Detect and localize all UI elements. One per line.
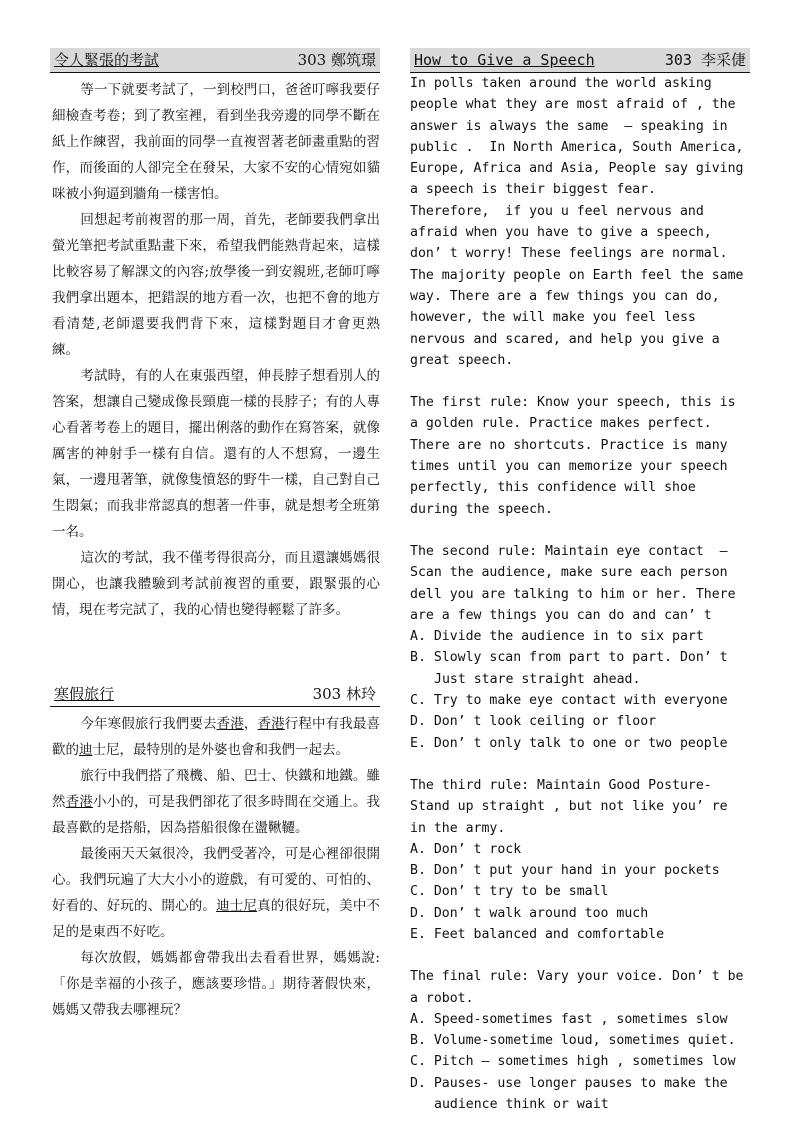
list-item: D. Don’ t walk around too much — [410, 905, 649, 921]
article-winter-trip-header — [50, 682, 380, 707]
paragraph: 今年寒假旅行我們要去香港，香港行程中有我最喜歡的迪士尼，最特別的是外婆也會和我們一起去。 — [52, 716, 381, 758]
paragraph: 回想起考前複習的那一周，首先，老師要我們拿出螢光筆把考試重點畫下來，希望我們能熟背起來，這樣比較容易了解課文的內容;放學後一到安親班,老師叮嚀我們拿出題本，把錯誤的地方看一次，也把不會的地方看清楚,老師還要我們背下來，這樣對題目才會更熟練。 — [52, 212, 380, 358]
article-winter-trip-body — [50, 711, 380, 1023]
list-item: E. Feet balanced and comfortable — [410, 926, 665, 942]
paragraph: 旅行中我們搭了飛機、船、巴士、快鐵和地鐵。雖然香港小小的，可是我們卻花了很多時間在交通上。我最喜歡的是搭船，因為搭船很像在盪鞦韆。 — [52, 768, 381, 836]
article-exam-author: 303 鄭筑璟 — [297, 51, 376, 69]
paragraph: 最後兩天天氣很冷，我們受著冷，可是心裡卻很開心。我們玩遍了大大小小的遊戲，有可愛的、可怕的、好看的、好玩的、開心的。迪士尼真的很好玩，美中不足的是東西不好吃。 — [52, 846, 381, 940]
place-name: 香港 — [216, 716, 244, 732]
list-item: D. Don’ t look ceiling or floor — [410, 714, 657, 730]
list-item: A. Don’ t rock — [410, 841, 522, 857]
article-exam-body — [50, 77, 380, 623]
list-item: B. Volume-sometime loud, sometimes quiet. — [410, 1033, 736, 1049]
article-speech-author: 303 李采倢 — [664, 51, 746, 69]
paragraph: 等一下就要考試了，一到校門口，爸爸叮嚀我要仔細檢查考卷；到了教室裡，看到坐我旁邊的同學不斷在紙上作練習，我前面的同學一直複習著老師畫重點的習作，而後面的人卻完全在發呆，大家不安的心情宛如貓咪被小狗逼到牆角一樣害怕。 — [52, 82, 380, 202]
rule-second: The second rule: Maintain eye contact – Scan the audience, make sure each person dell you are talking to him or her. There are a few things you can do and can’ t — [410, 543, 744, 623]
list-item: C. Try to make eye contact with everyone — [410, 693, 728, 709]
list-item: C. Don’ t try to be small — [410, 884, 609, 900]
list-item: C. Pitch – sometimes high , sometimes low — [410, 1054, 736, 1070]
place-name: 迪士尼 — [216, 898, 258, 914]
article-speech-title: How to Give a Speech — [414, 51, 595, 69]
paragraph: 這次的考試，我不僅考得很高分，而且還讓媽媽很開心，也讓我體驗到考試前複習的重要，跟緊張的心情，現在考完試了，我的心情也變得輕鬆了許多。 — [52, 550, 380, 618]
article-exam-title: 令人緊張的考試 — [54, 51, 160, 69]
article-speech — [410, 48, 750, 1115]
list-item: E. Don’ t only talk to one or two people — [410, 735, 728, 751]
paragraph: 每次放假，媽媽都會帶我出去看看世界，媽媽說:「你是幸福的小孩子，應該要珍惜。」期待著假快來，媽媽又帶我去哪裡玩？ — [52, 950, 380, 1018]
list-item: A. Speed-sometimes fast , sometimes slow — [410, 1011, 728, 1027]
rule-final: The final rule: Vary your voice. Don’ t be a robot. — [410, 969, 752, 1006]
article-winter-trip — [50, 682, 380, 1023]
paragraph: 考試時，有的人在東張西望，伸長脖子想看別人的答案，想讓自己變成像長頸鹿一樣的長脖子；有的人專心看著考卷上的題目，擺出俐落的動作在寫答案，就像厲害的神射手一樣有自信。還有的人不想寫，一邊生氣，一邊甩著筆，就像隻憤怒的野牛一樣，自己對自己生悶氣；而我非常認真的想著一件事，就是想考全班第一名。 — [52, 368, 380, 540]
article-winter-trip-author: 303 林玲 — [312, 685, 376, 703]
rule-third: The third rule: Maintain Good Posture-Stand up straight , but not like you’ re in the army. — [410, 777, 736, 836]
list-item: A. Divide the audience in to six part — [410, 629, 704, 645]
rule-first: The first rule: Know your speech, this is a golden rule. Practice makes perfect. There are no shortcuts. Practice is many times until you can memorize your speech perfectly, this confidence will shoe during the speech. — [410, 395, 744, 517]
list-item: B. Slowly scan from part to part. Don’ t Just stare straight ahead. — [410, 650, 728, 687]
article-exam — [50, 48, 380, 623]
intro-paragraph: In polls taken around the world asking people what they are most afraid of , the answer is always the same – speaking in public . In North America, South America, Europe, Africa and Asia, People say giving a speech is their biggest fear. Therefore, if you u feel nervous and afraid when you have to give a speech, don’ t worry! These feelings are normal. The majority people on Earth feel the same way. There are a few things you can do, however, the will make you feel less nervous and scared, and help you give a great speech. — [410, 76, 752, 368]
article-winter-trip-title: 寒假旅行 — [54, 685, 115, 703]
article-speech-header — [410, 48, 750, 73]
place-name: 香港 — [65, 794, 94, 810]
list-item: D. Pauses- use longer pauses to make the audience think or wait — [410, 1075, 728, 1113]
list-item: B. Don’ t put your hand in your pockets — [410, 863, 720, 879]
place-name: 香港 — [257, 716, 285, 732]
rule-second-list — [410, 626, 750, 754]
article-exam-header — [50, 48, 380, 73]
place-name: 迪 — [79, 742, 93, 758]
rule-final-list — [410, 1009, 750, 1115]
rule-third-list — [410, 839, 750, 945]
